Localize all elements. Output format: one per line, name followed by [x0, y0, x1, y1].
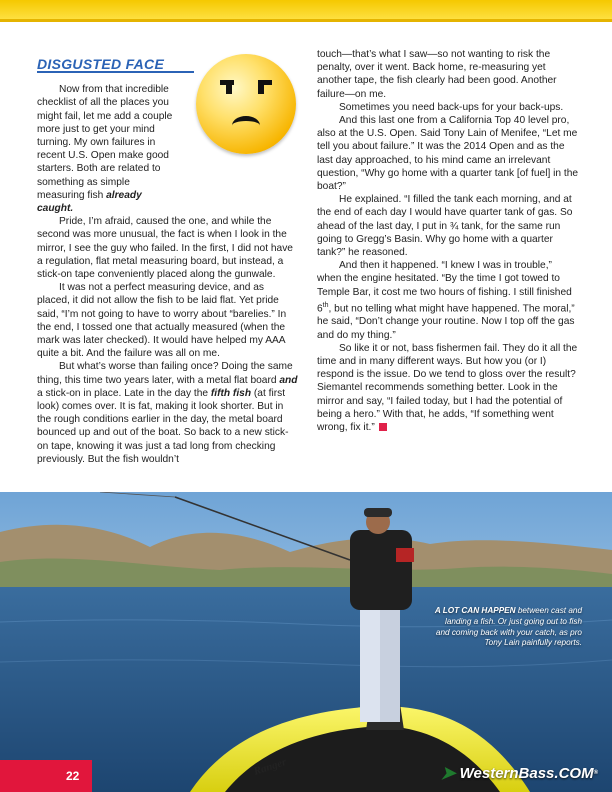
caption-text: between cast and landing a fish. Or just going out to fish and coming back with your catch, as pro Tony Lain painfully reports. — [435, 606, 582, 648]
paragraph: But what’s worse than failing once? Doing the same thing, this time two years later, with a metal flat board and a stick-on in place. Late in the day the fifth fish (at first look) comes over. It is fat, making it look shorter. But in the rough conditions earlier in the day, the metal board bounced up and out of the boat. So back to a new stick-on tape, knowing it was just a tad long from checking previously. But the fish wouldn’t — [37, 361, 298, 465]
page-number: 22 — [66, 769, 80, 783]
paragraph: He explained. “I filled the tank each morning, and at the end of each day I would have quarter tank of gas. So ahead of the last day, I put in ¾ tank, for the same run going to Gregg’s Basin. Why go home with a quarter tank?” he reasoned. — [317, 194, 573, 259]
brand-mark: ® — [593, 770, 598, 776]
photo-caption — [432, 606, 582, 649]
top-color-band — [0, 0, 612, 22]
right-column — [317, 48, 579, 434]
caption-lead: A LOT CAN HAPPEN — [434, 606, 516, 615]
bass-fish-icon: ➤ — [440, 762, 456, 783]
page-number-tab — [0, 760, 92, 792]
brand-logo — [441, 760, 598, 786]
paragraph: touch—that’s what I saw—so not wanting to risk the penalty, over it went. Back home, re-measuring yet another tape, the fish clearly had been good. Another failure—on me. — [317, 49, 557, 100]
paragraph: So like it or not, bass fishermen fail. They do it all the time and in many different ways. But how you (or I) respond is the issue. Do we tend to gloss over the result? Siemantel recommends something better. Look in the mirror and say, “I failed today, but I had the potential of being a hero.” With that, he adds, “If something went wrong, fix it.” — [317, 342, 578, 434]
paragraph: And this last one from a California Top 40 level pro, also at the U.S. Open. Said Tony Lain of Menifee, “Let me tell you about failure.” It was the 2014 Open and as the last day approached, to his mind came an irrelevant question, “Why go home with a quarter tank [of fuel] in the boat?” — [317, 115, 579, 193]
paragraph: Sometimes you need back-ups for your back-ups. — [339, 101, 564, 113]
emphasis: already caught. — [37, 189, 142, 215]
paragraph: And then it happened. “I knew I was in trouble,” when the engine hesitated. “By the time I got towed to Temple Bar, it cost me two hours of fishing. I still finished 6th, but no telling what might have happened. The moral,” he said, “Don’t change your routine. Now I top off the gas and do my thing.” — [317, 260, 575, 341]
emphasis: fifth fish — [210, 387, 252, 399]
paragraph: Now from that incredible checklist of all the places you might fail, let me add a couple more just to get your mind turning. My own failures in recent U.S. Open make good starters. Both are related to something as simple measuring fish already caught. — [37, 84, 173, 215]
brand-name: WesternBass — [459, 764, 555, 782]
boat-brand-label: Ranger — [252, 756, 288, 778]
section-heading: DISGUSTED FACE — [37, 58, 194, 73]
paragraph: Pride, I’m afraid, caused the one, and while the second was more unusual, the fact is when I look in the mirror, I see the guy who failed. In the first, I did not have a regulation, flat metal measuring board, but instead, a stick-on tape conveniently placed along the gunwale. — [37, 216, 293, 281]
emphasis: and — [279, 374, 298, 386]
end-mark-icon — [379, 423, 387, 431]
brand-suffix: .COM — [554, 764, 594, 782]
paragraph: It was not a perfect measuring device, and as placed, it did not allow the fish to be laid flat. Yet pride said, “I’m not going to have to worry about “barelies.” In the end, I tossed one that actually measured (when the mark was later checked). It would have helped my AAA quite a bit. And the failure was all on me. — [37, 282, 287, 360]
disgusted-face-icon — [196, 54, 296, 154]
